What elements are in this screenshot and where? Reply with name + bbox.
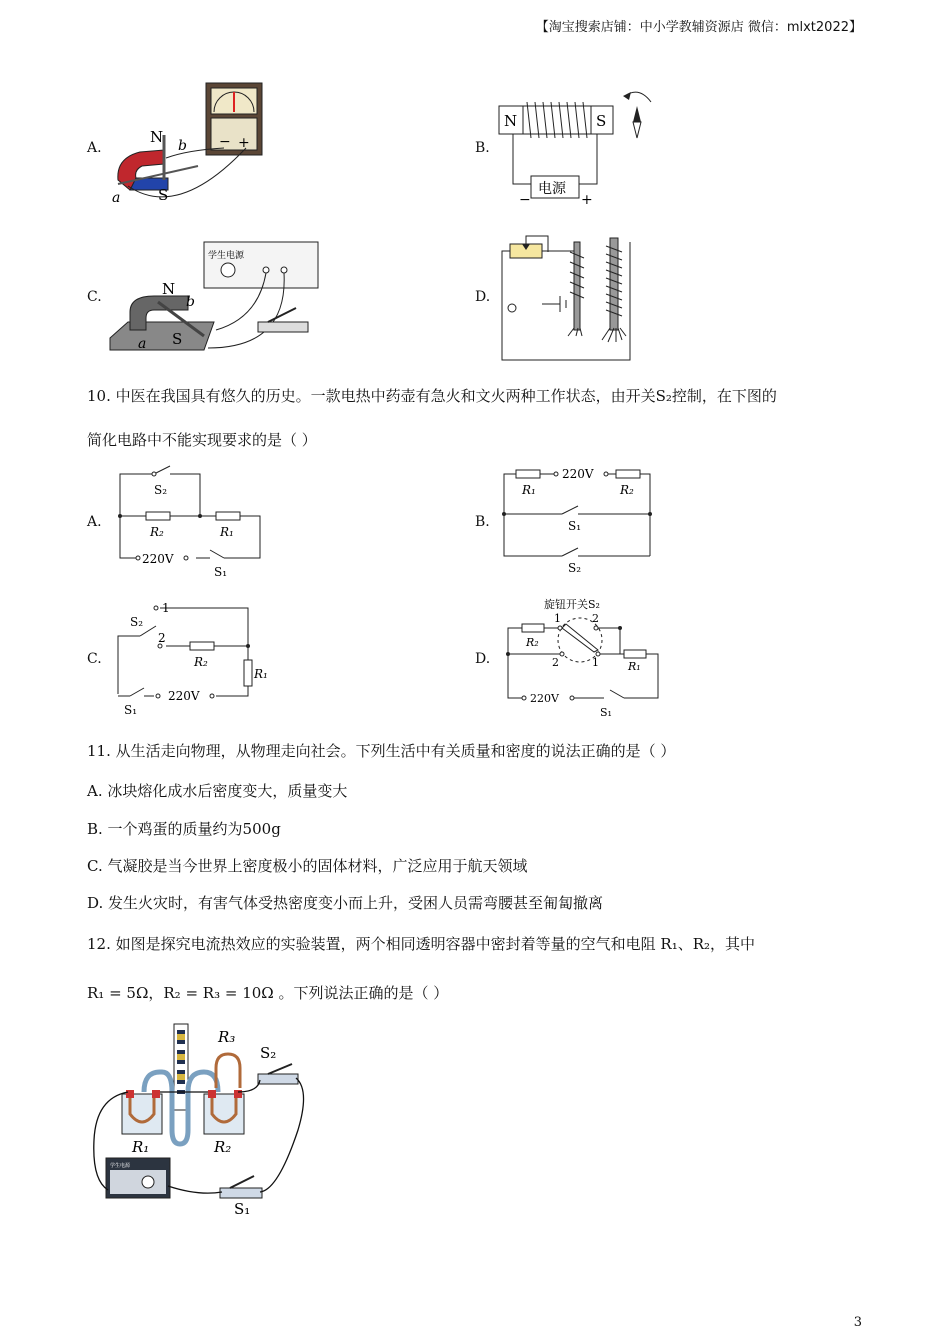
q9b-power-label: 电源 bbox=[538, 181, 566, 197]
q9b-n-label: N bbox=[504, 112, 518, 130]
svg-text:+: + bbox=[238, 135, 250, 151]
q10d-contact-1-top: 1 bbox=[554, 612, 561, 625]
q9b-minus-label: − bbox=[519, 192, 531, 208]
q12-r3-label: R₃ bbox=[218, 1028, 236, 1046]
q9-option-a-label: A. bbox=[87, 140, 102, 156]
q10c-s1: S₁ bbox=[124, 703, 138, 717]
q12-supply-label: 学生电源 bbox=[110, 1163, 131, 1169]
q10d-knob-label: 旋钮开关S₂ bbox=[544, 598, 600, 611]
q9c-b-label: b bbox=[186, 294, 195, 310]
q9c-s-label: S bbox=[172, 330, 183, 348]
q9a-a-label: a bbox=[112, 190, 121, 206]
q10-circuit-b bbox=[500, 462, 656, 580]
q10c-r1: R₁ bbox=[254, 667, 268, 681]
q9-option-b-label: B. bbox=[475, 140, 490, 156]
q10-circuit-a bbox=[114, 462, 264, 580]
q12-r1-label: R₁ bbox=[132, 1138, 150, 1156]
q10-option-d-label: D. bbox=[475, 651, 491, 667]
q9a-n-label: N bbox=[150, 128, 164, 146]
q9-figure-d-electromagnet bbox=[500, 232, 650, 364]
q9a-b-label: b bbox=[178, 138, 187, 154]
q10d-contact-1-bottom: 1 bbox=[592, 656, 599, 669]
q9a-s-label: S bbox=[158, 186, 169, 204]
q10-circuit-d bbox=[500, 594, 664, 720]
q10c-contact-1: 1 bbox=[162, 601, 170, 615]
q10-option-a-label: A. bbox=[87, 514, 102, 530]
q10b-voltage: 220V bbox=[562, 467, 594, 481]
q10c-voltage: 220V bbox=[168, 689, 200, 703]
q10a-r1: R₁ bbox=[220, 525, 234, 539]
q10-option-b-label: B. bbox=[475, 514, 490, 530]
q10c-contact-2: 2 bbox=[158, 631, 166, 645]
q9-figure-b-solenoid bbox=[495, 84, 665, 210]
q9b-plus-label: + bbox=[581, 192, 593, 208]
q12-s2-label: S₂ bbox=[260, 1044, 277, 1062]
q9-option-d-label: D. bbox=[475, 289, 491, 305]
q10d-s1: S₁ bbox=[600, 706, 612, 719]
q12-stem-line1: 12. 如图是探究电流热效应的实验装置，两个相同透明容器中密封着等量的空气和电阻 R₁、R₂，其中 bbox=[87, 935, 756, 953]
q10-circuit-c bbox=[112, 598, 272, 720]
q10c-s2: S₂ bbox=[130, 615, 144, 629]
q9c-a-label: a bbox=[138, 336, 147, 352]
q9c-n-label: N bbox=[162, 280, 176, 298]
q10b-r1: R₁ bbox=[522, 483, 536, 497]
q10b-r2: R₂ bbox=[620, 483, 634, 497]
q11-choice-b: B. 一个鸡蛋的质量约为500g bbox=[87, 820, 281, 838]
q10c-r2: R₂ bbox=[194, 655, 208, 669]
q9-option-c-label: C. bbox=[87, 289, 102, 305]
q10-stem-line2: 简化电路中不能实现要求的是（ ） bbox=[87, 431, 317, 449]
q10d-r2: R₂ bbox=[526, 636, 539, 649]
q12-figure-apparatus bbox=[88, 1020, 310, 1216]
q11-choice-c: C. 气凝胶是当今世界上密度极小的固体材料，广泛应用于航天领域 bbox=[87, 857, 528, 875]
q9b-s-label: S bbox=[596, 112, 607, 130]
q10d-voltage: 220V bbox=[530, 692, 559, 705]
q10d-r1: R₁ bbox=[628, 660, 641, 673]
q9-figure-c-motor bbox=[108, 238, 328, 356]
q10a-voltage: 220V bbox=[142, 552, 174, 566]
svg-text:−: − bbox=[219, 134, 231, 150]
q10a-s1: S₁ bbox=[214, 565, 228, 579]
q10-option-c-label: C. bbox=[87, 651, 102, 667]
q11-choice-a: A. 冰块熔化成水后密度变大，质量变大 bbox=[87, 782, 348, 800]
page-number: 3 bbox=[853, 1315, 862, 1330]
page-header: 【淘宝搜索店铺：中小学教辅资源店 微信：mlxt2022】 bbox=[535, 20, 862, 35]
q10b-s1: S₁ bbox=[568, 519, 582, 533]
q11-stem: 11. 从生活走向物理，从物理走向社会。下列生活中有关质量和密度的说法正确的是（ ） bbox=[87, 742, 676, 760]
q10a-r2: R₂ bbox=[150, 525, 164, 539]
q10d-contact-2-bottom: 2 bbox=[552, 656, 559, 669]
q12-stem-line2: R₁ = 5Ω，R₂ = R₃ = 10Ω 。下列说法正确的是（ ） bbox=[87, 984, 449, 1002]
q12-r2-label: R₂ bbox=[214, 1138, 232, 1156]
q10b-s2: S₂ bbox=[568, 561, 582, 575]
q10a-s2: S₂ bbox=[154, 483, 168, 497]
q9c-supply-label: 学生电源 bbox=[208, 251, 245, 261]
q11-choice-d: D. 发生火灾时，有害气体受热密度变小而上升，受困人员需弯腰甚至匍匐撤离 bbox=[87, 894, 604, 912]
q12-s1-label: S₁ bbox=[234, 1200, 251, 1216]
q9-figure-a-galvanometer bbox=[108, 80, 268, 210]
q10-stem-line1: 10. 中医在我国具有悠久的历史。一款电热中药壶有急火和文火两种工作状态，由开关S₂控制，在下图的 bbox=[87, 387, 777, 405]
q10d-contact-2-top: 2 bbox=[592, 612, 599, 625]
